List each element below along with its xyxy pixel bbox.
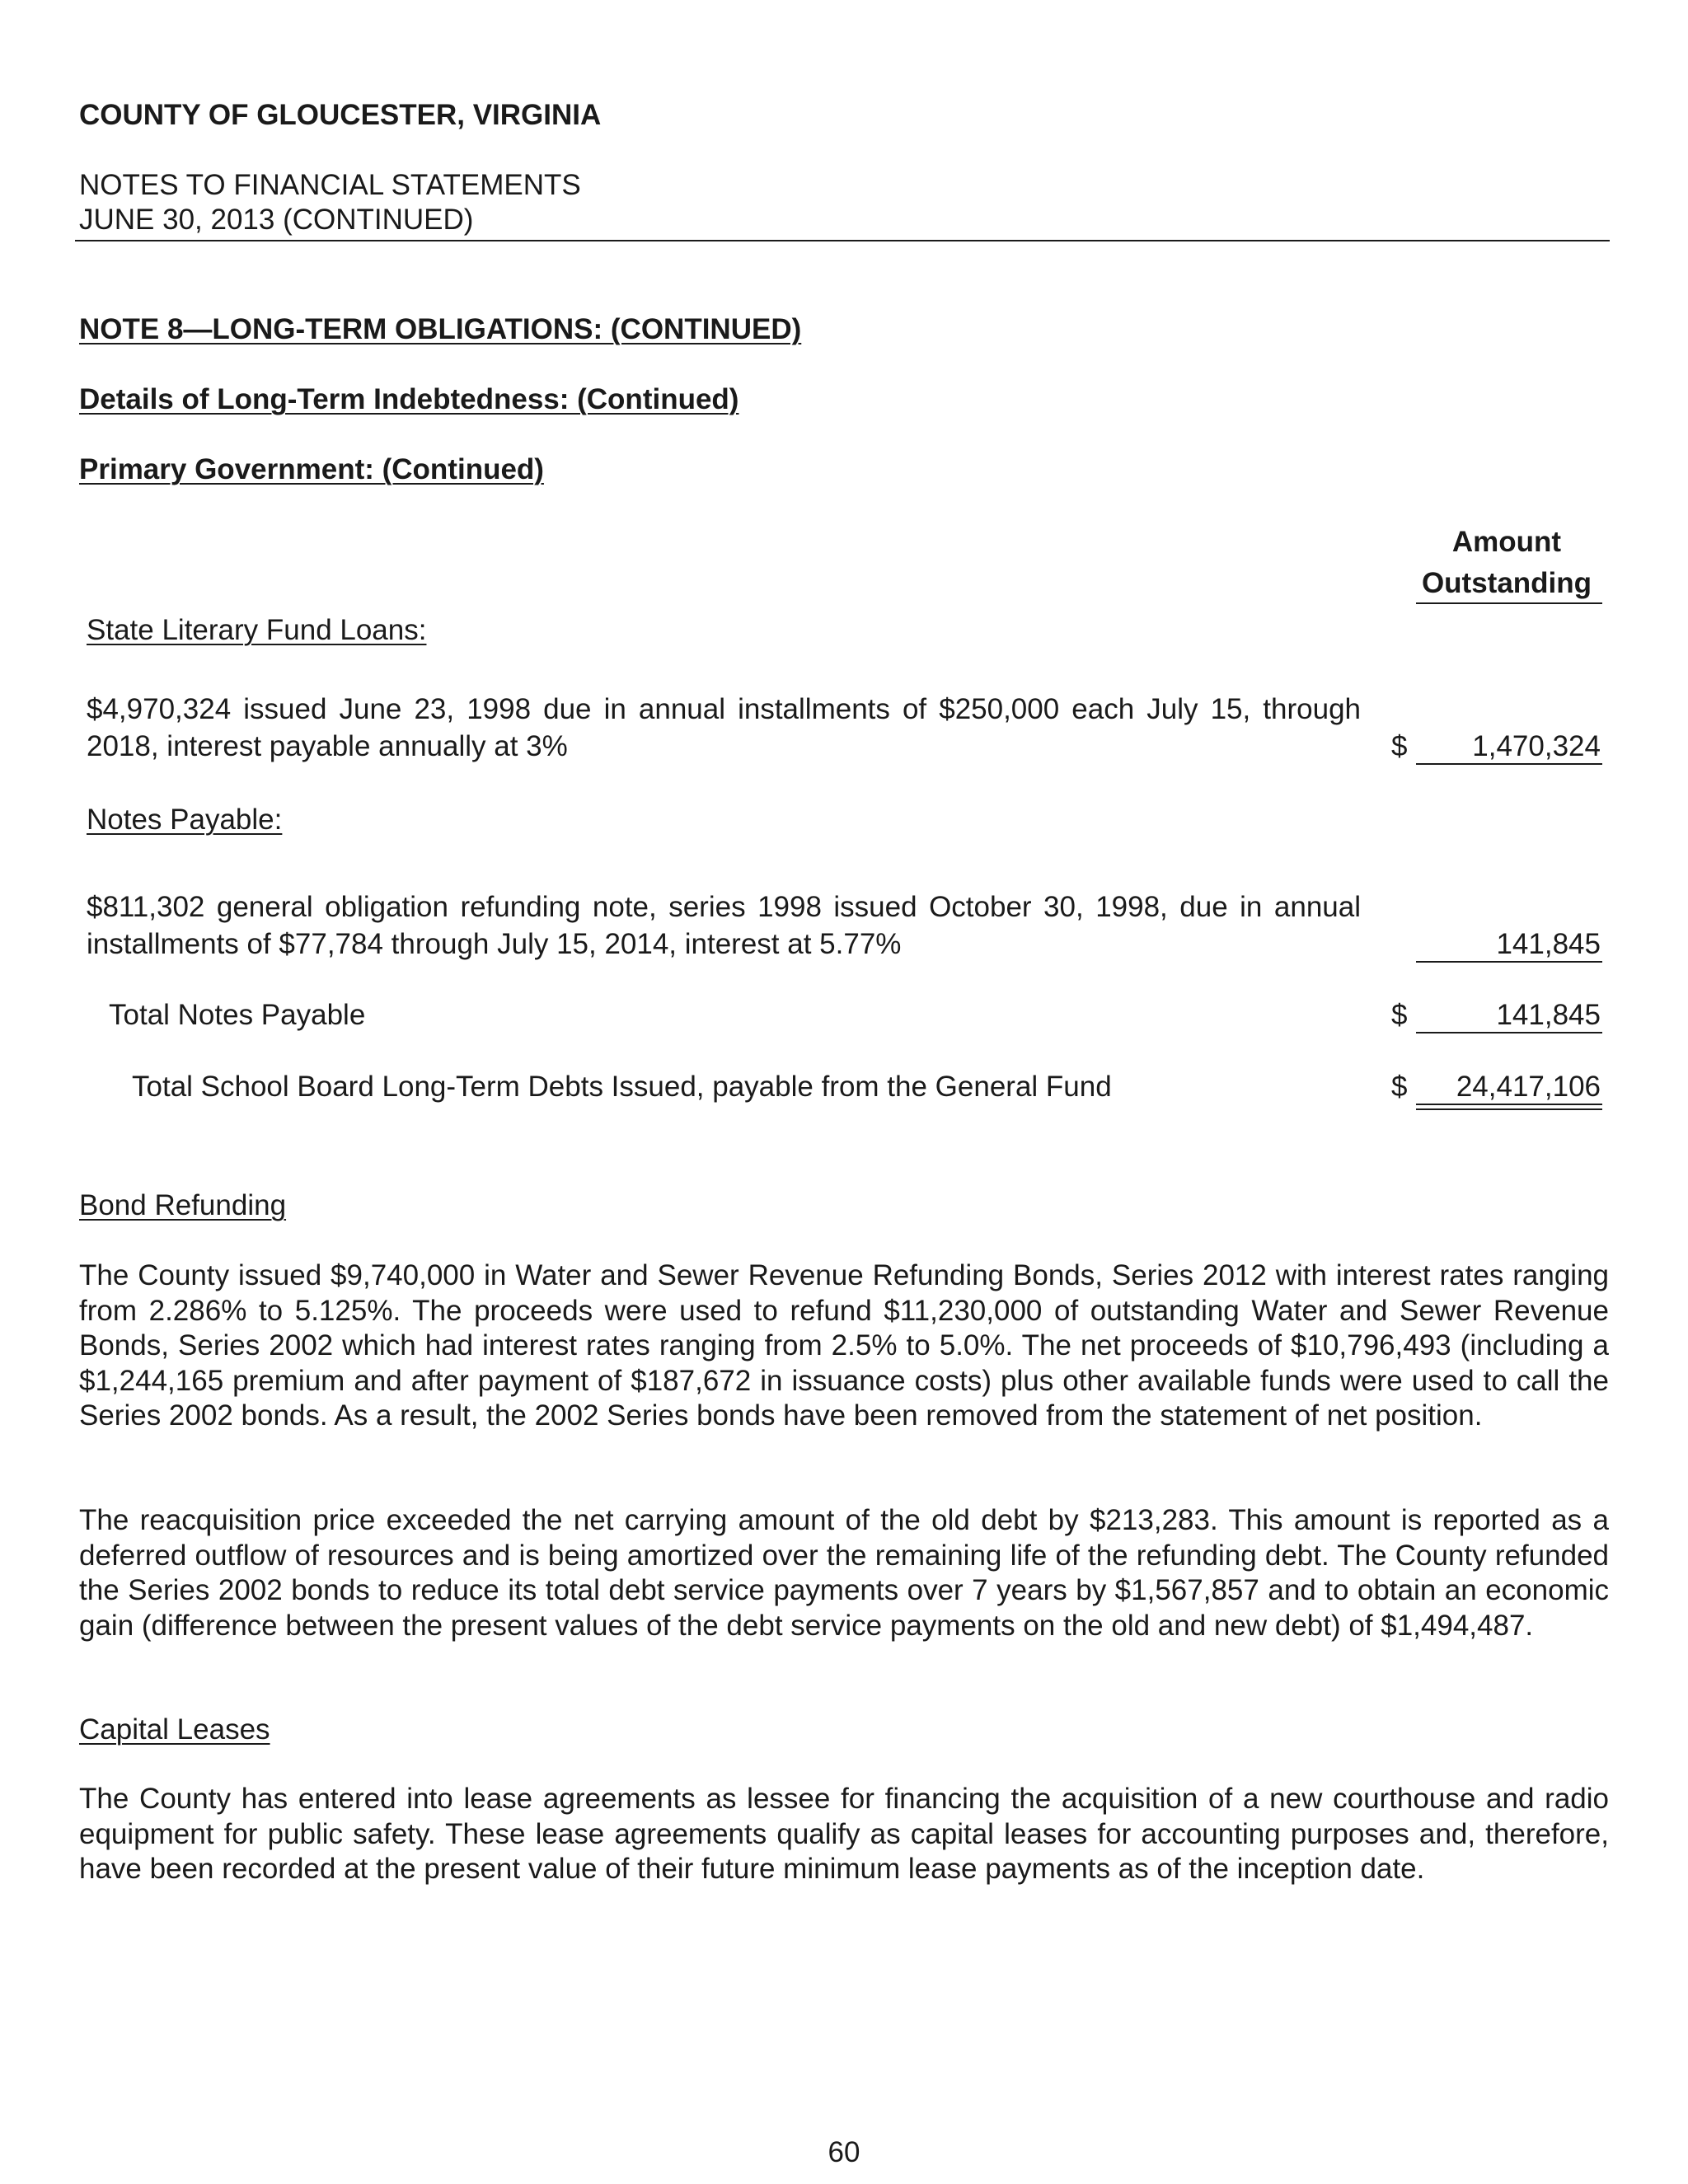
column-header-amount: Amount — [1451, 526, 1562, 558]
page-number: 60 — [828, 2136, 860, 2168]
notes-payable-description: $811,302 general obligation refunding note, series 1998 issued October 30, 1998, due in annual installments of $77,784 through July 15, 2014, interest at 5.77% — [87, 891, 1361, 960]
notes-payable-title: Notes Payable: — [87, 804, 283, 836]
currency-symbol: $ — [1391, 1071, 1408, 1103]
header-rule — [75, 240, 1610, 241]
literary-fund-description: $4,970,324 issued June 23, 1998 due in annual installments of $250,000 each July 15, through 2018, interest payable annually at 3% — [87, 693, 1361, 762]
note-heading: NOTE 8—LONG-TERM OBLIGATIONS: (CONTINUED) — [79, 313, 802, 345]
currency-symbol: $ — [1391, 730, 1408, 762]
grand-total-label: Total School Board Long-Term Debts Issued, payable from the General Fund — [132, 1071, 1112, 1103]
document-title: NOTES TO FINANCIAL STATEMENTS — [79, 169, 581, 201]
literary-fund-amount: 1,470,324 — [1472, 730, 1601, 762]
double-underline-bottom — [1416, 1108, 1602, 1110]
currency-symbol: $ — [1391, 999, 1408, 1031]
bond-refunding-paragraph-2: The reacquisition price exceeded the net carrying amount of the old debt by $213,283. This amount is reported as a deferred outflow of resources and is being amortized over the remaining life of the refunding debt. The County refunded the Series 2002 bonds to reduce its total debt service payments over 7 years by $1,567,857 and to obtain an economic gain (difference between the present values of the debt service payments on the old and new debt) of $1,494,487. — [79, 1504, 1609, 1642]
amount-underline — [1416, 763, 1602, 765]
capital-leases-paragraph: The County has entered into lease agreements as lessee for financing the acquisition of a new courthouse and radio equipment for public safety. These lease agreements qualify as capital leases for accounting purposes and, therefore, have been recorded at the present value of their future minimum lease payments as of the inception date. — [79, 1783, 1609, 1885]
entity-name: COUNTY OF GLOUCESTER, VIRGINIA — [79, 99, 602, 131]
total-notes-payable-amount: 141,845 — [1496, 999, 1601, 1031]
column-header-outstanding: Outstanding — [1421, 567, 1592, 599]
bond-refunding-paragraph-1: The County issued $9,740,000 in Water and Sewer Revenue Refunding Bonds, Series 2012 with interest rates ranging from 2.286% to 5.125%. The proceeds were used to refund $11,230,000 of outstanding Water and Sewer Revenue Bonds, Series 2002 which had interest rates ranging from 2.5% to 5.0%. The net proceeds of $10,796,493 (including a $1,244,165 premium and after payment of $187,672 in issuance costs) plus other available funds were used to call the Series 2002 bonds. As a result, the 2002 Series bonds have been removed from the statement of net position. — [79, 1259, 1609, 1432]
document-date: JUNE 30, 2013 (CONTINUED) — [79, 204, 474, 236]
double-underline-top — [1416, 1104, 1602, 1105]
details-heading: Details of Long-Term Indebtedness: (Continued) — [79, 383, 739, 415]
primary-government-heading: Primary Government: (Continued) — [79, 453, 544, 485]
total-notes-payable-label: Total Notes Payable — [109, 999, 366, 1031]
grand-total-amount: 24,417,106 — [1456, 1071, 1601, 1103]
column-header-rule — [1416, 602, 1602, 604]
notes-payable-amount: 141,845 — [1496, 928, 1601, 960]
literary-fund-title: State Literary Fund Loans: — [87, 614, 427, 646]
capital-leases-title: Capital Leases — [79, 1713, 270, 1746]
amount-underline — [1416, 961, 1602, 963]
bond-refunding-title: Bond Refunding — [79, 1189, 287, 1221]
amount-underline — [1416, 1032, 1602, 1033]
